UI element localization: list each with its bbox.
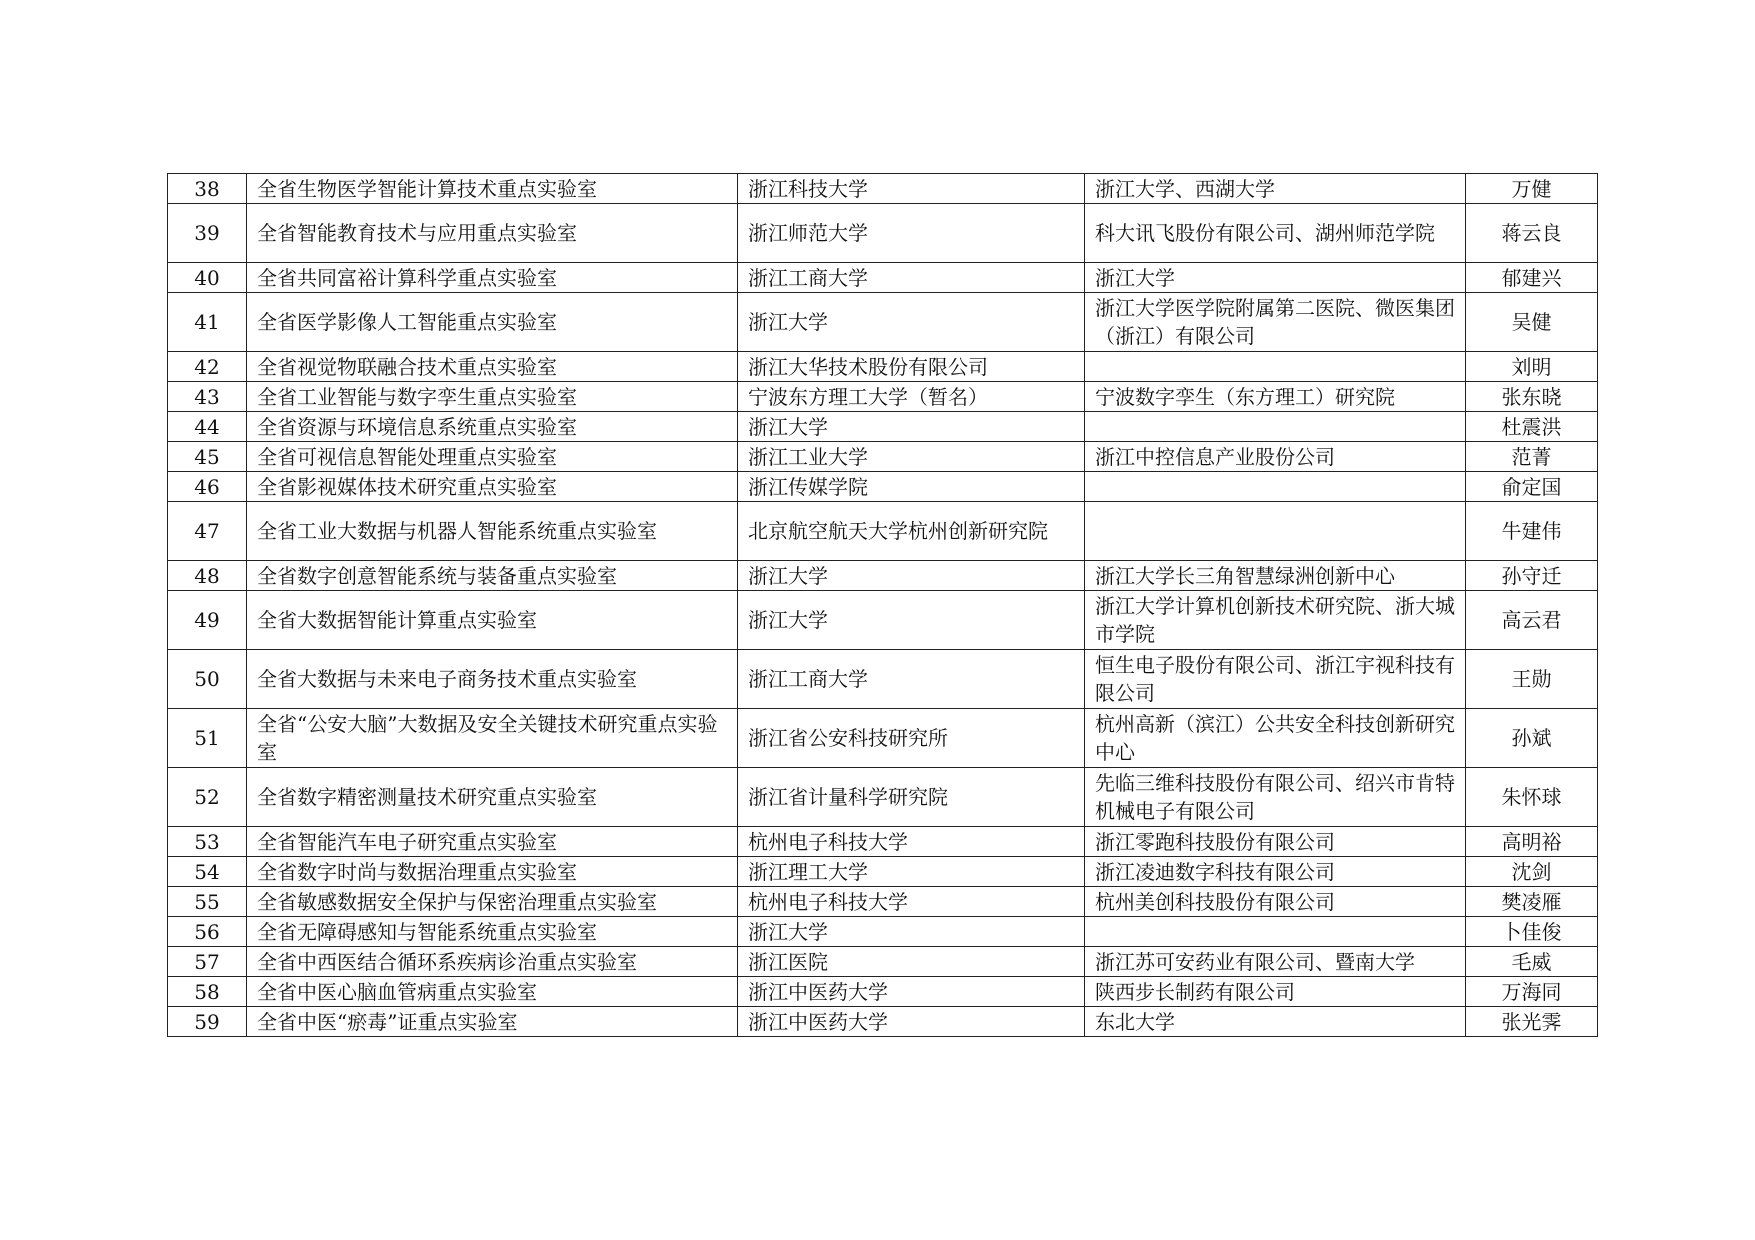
partner-institutions-cell: 浙江苏可安药业有限公司、暨南大学	[1085, 947, 1466, 977]
laboratory-name-cell: 全省大数据智能计算重点实验室	[247, 591, 738, 650]
lab-director-cell: 孙守迁	[1466, 561, 1598, 591]
lab-director-cell: 万健	[1466, 174, 1598, 204]
host-institution-cell: 浙江科技大学	[738, 174, 1085, 204]
table-row	[168, 472, 1598, 502]
lab-director-cell: 樊凌雁	[1466, 887, 1598, 917]
host-institution-cell: 宁波东方理工大学（暂名）	[738, 382, 1085, 412]
laboratory-name-cell: 全省医学影像人工智能重点实验室	[247, 293, 738, 352]
partner-institutions-cell	[1085, 917, 1466, 947]
lab-director-cell: 杜震洪	[1466, 412, 1598, 442]
partner-institutions-cell: 浙江零跑科技股份有限公司	[1085, 827, 1466, 857]
row-number-cell: 49	[168, 591, 247, 650]
partner-institutions-cell: 东北大学	[1085, 1007, 1466, 1037]
row-number-cell: 50	[168, 650, 247, 709]
lab-director-cell: 牛建伟	[1466, 502, 1598, 561]
partner-institutions-cell: 杭州高新（滨江）公共安全科技创新研究中心	[1085, 709, 1466, 768]
laboratory-name-cell: 全省影视媒体技术研究重点实验室	[247, 472, 738, 502]
laboratory-name-cell: 全省视觉物联融合技术重点实验室	[247, 352, 738, 382]
partner-institutions-cell: 科大讯飞股份有限公司、湖州师范学院	[1085, 204, 1466, 263]
lab-director-cell: 蒋云良	[1466, 204, 1598, 263]
lab-director-cell: 郁建兴	[1466, 263, 1598, 293]
lab-director-cell: 吴健	[1466, 293, 1598, 352]
row-number-cell: 47	[168, 502, 247, 561]
host-institution-cell: 浙江工商大学	[738, 263, 1085, 293]
partner-institutions-cell	[1085, 412, 1466, 442]
laboratory-name-cell: 全省无障碍感知与智能系统重点实验室	[247, 917, 738, 947]
table-row	[168, 502, 1598, 561]
laboratory-name-cell: 全省中西医结合循环系疾病诊治重点实验室	[247, 947, 738, 977]
host-institution-cell: 杭州电子科技大学	[738, 887, 1085, 917]
table-row	[168, 1007, 1598, 1037]
laboratory-name-cell: 全省工业智能与数字孪生重点实验室	[247, 382, 738, 412]
row-number-cell: 52	[168, 768, 247, 827]
lab-director-cell: 张东晓	[1466, 382, 1598, 412]
laboratory-name-cell: 全省可视信息智能处理重点实验室	[247, 442, 738, 472]
host-institution-cell: 浙江大学	[738, 591, 1085, 650]
lab-director-cell: 毛威	[1466, 947, 1598, 977]
lab-director-cell: 高明裕	[1466, 827, 1598, 857]
partner-institutions-cell: 浙江大学、西湖大学	[1085, 174, 1466, 204]
table-row	[168, 442, 1598, 472]
host-institution-cell: 浙江大学	[738, 917, 1085, 947]
host-institution-cell: 浙江工商大学	[738, 650, 1085, 709]
host-institution-cell: 浙江大学	[738, 293, 1085, 352]
table-row	[168, 887, 1598, 917]
laboratory-name-cell: 全省智能教育技术与应用重点实验室	[247, 204, 738, 263]
partner-institutions-cell	[1085, 352, 1466, 382]
lab-director-cell: 孙斌	[1466, 709, 1598, 768]
lab-director-cell: 卜佳俊	[1466, 917, 1598, 947]
laboratory-name-cell: 全省共同富裕计算科学重点实验室	[247, 263, 738, 293]
table-row	[168, 768, 1598, 827]
lab-director-cell: 刘明	[1466, 352, 1598, 382]
key-laboratory-table	[167, 173, 1598, 1037]
row-number-cell: 46	[168, 472, 247, 502]
partner-institutions-cell: 先临三维科技股份有限公司、绍兴市肯特机械电子有限公司	[1085, 768, 1466, 827]
host-institution-cell: 浙江省公安科技研究所	[738, 709, 1085, 768]
row-number-cell: 51	[168, 709, 247, 768]
host-institution-cell: 浙江理工大学	[738, 857, 1085, 887]
row-number-cell: 55	[168, 887, 247, 917]
table-row	[168, 917, 1598, 947]
host-institution-cell: 浙江工业大学	[738, 442, 1085, 472]
partner-institutions-cell: 浙江中控信息产业股份公司	[1085, 442, 1466, 472]
table-row	[168, 947, 1598, 977]
table-row	[168, 709, 1598, 768]
table-row	[168, 352, 1598, 382]
partner-institutions-cell: 恒生电子股份有限公司、浙江宇视科技有限公司	[1085, 650, 1466, 709]
host-institution-cell: 北京航空航天大学杭州创新研究院	[738, 502, 1085, 561]
host-institution-cell: 浙江大华技术股份有限公司	[738, 352, 1085, 382]
row-number-cell: 48	[168, 561, 247, 591]
row-number-cell: 38	[168, 174, 247, 204]
host-institution-cell: 浙江中医药大学	[738, 977, 1085, 1007]
laboratory-name-cell: 全省大数据与未来电子商务技术重点实验室	[247, 650, 738, 709]
host-institution-cell: 浙江中医药大学	[738, 1007, 1085, 1037]
laboratory-name-cell: 全省数字创意智能系统与装备重点实验室	[247, 561, 738, 591]
lab-director-cell: 范菁	[1466, 442, 1598, 472]
row-number-cell: 53	[168, 827, 247, 857]
table-row	[168, 977, 1598, 1007]
partner-institutions-cell: 浙江大学长三角智慧绿洲创新中心	[1085, 561, 1466, 591]
laboratory-name-cell: 全省敏感数据安全保护与保密治理重点实验室	[247, 887, 738, 917]
laboratory-name-cell: 全省工业大数据与机器人智能系统重点实验室	[247, 502, 738, 561]
lab-director-cell: 王勋	[1466, 650, 1598, 709]
row-number-cell: 43	[168, 382, 247, 412]
partner-institutions-cell: 浙江大学计算机创新技术研究院、浙大城市学院	[1085, 591, 1466, 650]
host-institution-cell: 浙江医院	[738, 947, 1085, 977]
table-row	[168, 174, 1598, 204]
table-row	[168, 382, 1598, 412]
table-body	[168, 174, 1598, 1037]
laboratory-name-cell: 全省“公安大脑”大数据及安全关键技术研究重点实验室	[247, 709, 738, 768]
row-number-cell: 39	[168, 204, 247, 263]
table-row	[168, 827, 1598, 857]
partner-institutions-cell: 杭州美创科技股份有限公司	[1085, 887, 1466, 917]
row-number-cell: 42	[168, 352, 247, 382]
table-row	[168, 650, 1598, 709]
table-row	[168, 263, 1598, 293]
laboratory-name-cell: 全省中医心脑血管病重点实验室	[247, 977, 738, 1007]
table-row	[168, 561, 1598, 591]
partner-institutions-cell: 浙江凌迪数字科技有限公司	[1085, 857, 1466, 887]
laboratory-name-cell: 全省中医“瘀毒”证重点实验室	[247, 1007, 738, 1037]
row-number-cell: 40	[168, 263, 247, 293]
laboratory-name-cell: 全省生物医学智能计算技术重点实验室	[247, 174, 738, 204]
row-number-cell: 54	[168, 857, 247, 887]
lab-director-cell: 沈剑	[1466, 857, 1598, 887]
host-institution-cell: 浙江省计量科学研究院	[738, 768, 1085, 827]
lab-director-cell: 俞定国	[1466, 472, 1598, 502]
lab-director-cell: 张光霁	[1466, 1007, 1598, 1037]
partner-institutions-cell	[1085, 502, 1466, 561]
laboratory-name-cell: 全省资源与环境信息系统重点实验室	[247, 412, 738, 442]
row-number-cell: 56	[168, 917, 247, 947]
partner-institutions-cell: 陕西步长制药有限公司	[1085, 977, 1466, 1007]
lab-director-cell: 朱怀球	[1466, 768, 1598, 827]
partner-institutions-cell: 浙江大学	[1085, 263, 1466, 293]
table-row	[168, 591, 1598, 650]
row-number-cell: 45	[168, 442, 247, 472]
table-row	[168, 857, 1598, 887]
host-institution-cell: 杭州电子科技大学	[738, 827, 1085, 857]
table-row	[168, 412, 1598, 442]
table-row	[168, 293, 1598, 352]
laboratory-name-cell: 全省智能汽车电子研究重点实验室	[247, 827, 738, 857]
row-number-cell: 59	[168, 1007, 247, 1037]
row-number-cell: 41	[168, 293, 247, 352]
host-institution-cell: 浙江大学	[738, 412, 1085, 442]
row-number-cell: 44	[168, 412, 247, 442]
row-number-cell: 57	[168, 947, 247, 977]
partner-institutions-cell: 浙江大学医学院附属第二医院、微医集团（浙江）有限公司	[1085, 293, 1466, 352]
row-number-cell: 58	[168, 977, 247, 1007]
host-institution-cell: 浙江大学	[738, 561, 1085, 591]
host-institution-cell: 浙江传媒学院	[738, 472, 1085, 502]
laboratory-name-cell: 全省数字精密测量技术研究重点实验室	[247, 768, 738, 827]
lab-director-cell: 万海同	[1466, 977, 1598, 1007]
host-institution-cell: 浙江师范大学	[738, 204, 1085, 263]
table-row	[168, 204, 1598, 263]
laboratory-name-cell: 全省数字时尚与数据治理重点实验室	[247, 857, 738, 887]
partner-institutions-cell: 宁波数字孪生（东方理工）研究院	[1085, 382, 1466, 412]
partner-institutions-cell	[1085, 472, 1466, 502]
lab-director-cell: 高云君	[1466, 591, 1598, 650]
